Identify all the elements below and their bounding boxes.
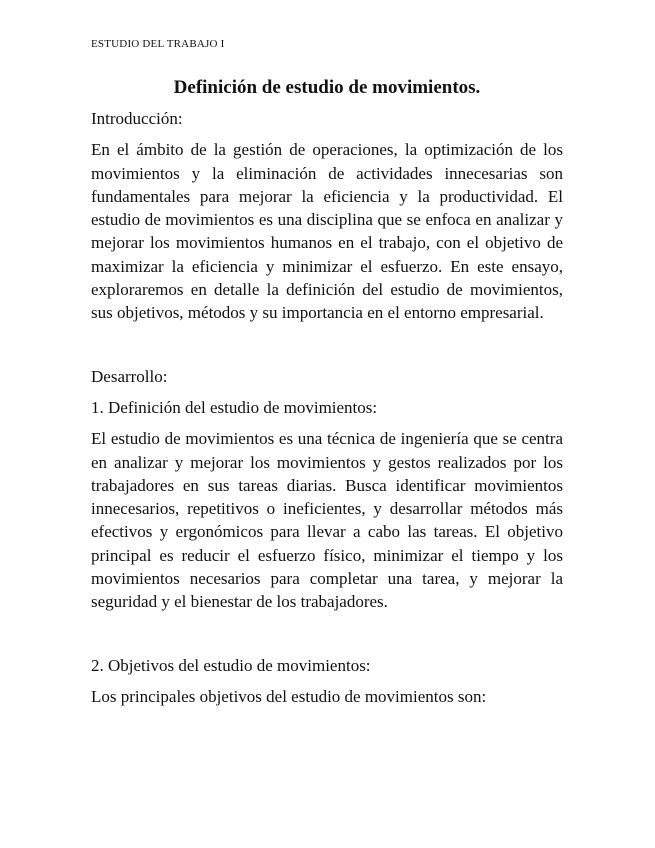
running-header: ESTUDIO DEL TRABAJO I xyxy=(91,38,225,50)
introduction-paragraph: En el ámbito de la gestión de operaciones, la optimización de los movimientos y la eliminación de actividades innecesarias son fundamentales para mejorar la eficiencia y la productividad. El estudio de movimientos es una disciplina que se enfoca en analizar y mejorar los movimientos humanos en el trabajo, con el objetivo de maximizar la eficiencia y minimizar el esfuerzo. En este ensayo, exploraremos en detalle la definición del estudio de movimientos, sus objetivos, métodos y su importancia en el entorno empresarial. xyxy=(91,140,563,323)
section-spacer xyxy=(91,614,563,654)
document-title: Definición de estudio de movimientos. xyxy=(173,77,481,98)
development-heading: Desarrollo: xyxy=(91,366,168,386)
section-2-heading: 2. Objetivos del estudio de movimientos: xyxy=(91,655,371,675)
introduction-heading: Introducción: xyxy=(91,109,183,128)
section-2-intro: Los principales objetivos del estudio de movimientos son: xyxy=(91,686,487,706)
section-spacer xyxy=(91,325,563,365)
document-body xyxy=(91,76,563,716)
section-1-paragraph: El estudio de movimientos es una técnica de ingeniería que se centra en analizar y mejorar los movimientos y gestos realizados por los trabajadores en sus tareas diarias. Busca identificar movimientos innecesarios, repetitivos o ineficientes, y desarrollar métodos más efectivos y ergonómicos para llevar a cabo las tareas. El objetivo principal es reducir el esfuerzo físico, minimizar el tiempo y los movimientos necesarios para completar una tarea, y mejorar la seguridad y el bienestar de los trabajadores. xyxy=(91,429,563,612)
section-1-heading: 1. Definición del estudio de movimientos: xyxy=(91,397,378,417)
